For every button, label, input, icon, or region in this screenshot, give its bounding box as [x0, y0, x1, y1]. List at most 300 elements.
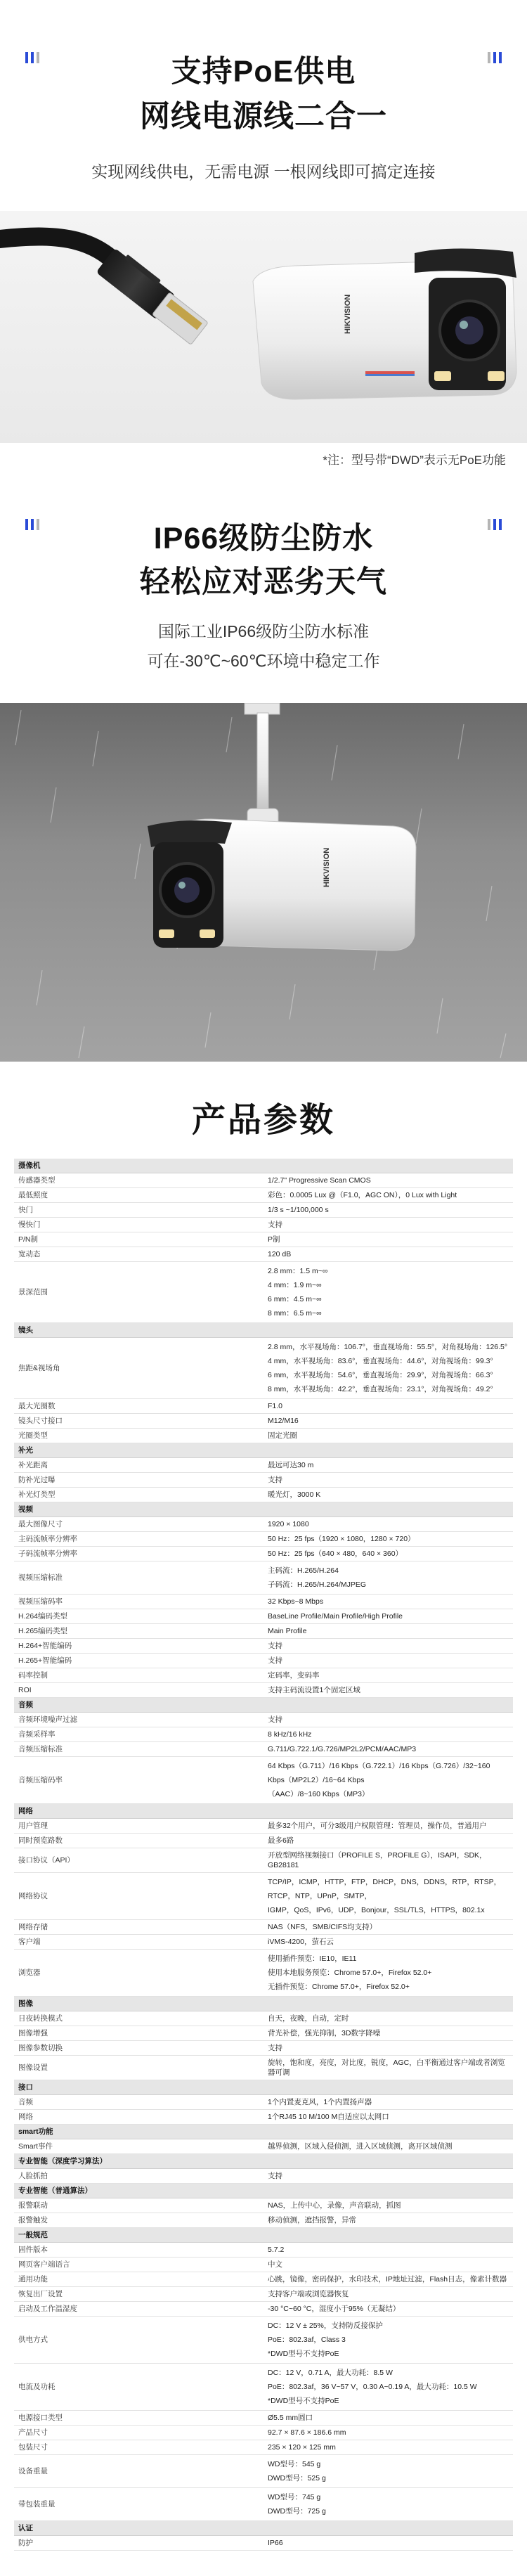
- spec-key: 慢快门: [14, 1218, 264, 1232]
- spec-value-line: 50 Hz：25 fps（640 × 480，640 × 360）: [268, 1550, 403, 1558]
- spec-key: 产品尺寸: [14, 2426, 264, 2440]
- spec-key: 网络存储: [14, 1920, 264, 1935]
- spec-value-line: TCP/IP，ICMP，HTTP，FTP，DHCP，DNS，DDNS，RTP，RTSP，RTCP，NTP，UPnP，SMTP，: [268, 1878, 502, 1900]
- spec-key: 子码流帧率分辨率: [14, 1547, 264, 1561]
- spec-value: [264, 2026, 513, 2041]
- spec-value: [264, 1488, 513, 1502]
- rain-camera-image: [0, 703, 527, 1062]
- spec-key: 传感器类型: [14, 1173, 264, 1188]
- spec-value-line: 1/2.7" Progressive Scan CMOS: [268, 1176, 371, 1185]
- spec-row: [14, 1624, 513, 1639]
- spec-row: [14, 1247, 513, 1262]
- spec-value-line: DC：12 V，0.71 A，最大功耗：8.5 W: [268, 2369, 393, 2377]
- rain-illustration: [0, 703, 527, 1062]
- spec-value-line: *DWD型号不支持PoE: [268, 2350, 339, 2358]
- poe-camera-brand: HIKVISION: [344, 294, 352, 334]
- spec-key: 恢复出厂设置: [14, 2287, 264, 2302]
- spec-value: [264, 1742, 513, 1757]
- spec-row: [14, 2440, 513, 2455]
- spec-row: [14, 2213, 513, 2228]
- ip66-camera-brand: HIKVISION: [323, 847, 331, 887]
- spec-key: 报警触发: [14, 2213, 264, 2228]
- spec-row: [14, 1188, 513, 1203]
- spec-key: 客户端: [14, 1935, 264, 1950]
- spec-value-line: 8 mm，水平视场角：42.2°，垂直视场角：23.1°，对角视场角：49.2°: [268, 1385, 493, 1393]
- spec-row: [14, 1547, 513, 1561]
- spec-key: 启动及工作温湿度: [14, 2302, 264, 2317]
- spec-value: [264, 1517, 513, 1532]
- spec-value: [264, 1414, 513, 1429]
- spec-category-row: [14, 1159, 513, 1173]
- spec-value-line: 无插件预览：Chrome 57.0+，Firefox 52.0+: [268, 1983, 410, 1991]
- spec-value-line: 4 mm，水平视场角：83.6°，垂直视场角：44.6°，对角视场角：99.3°: [268, 1357, 493, 1365]
- spec-key: 主码流帧率分辨率: [14, 1532, 264, 1547]
- poe-title-line1: 支持PoE供电: [171, 55, 356, 89]
- spec-value-line: 使用插件预览：IE10，IE11: [268, 1954, 357, 1963]
- spec-category-row: [14, 1443, 513, 1458]
- spec-category-row: [14, 2521, 513, 2536]
- spec-value-line: M12/M16: [268, 1417, 299, 1425]
- spec-value-line: 最多6路: [268, 1836, 294, 1845]
- spec-value-line: 1/3 s ~1/100,000 s: [268, 1206, 329, 1214]
- specs-heading: 产品参数: [191, 1102, 335, 1139]
- spec-value-line: -30 °C~60 °C，湿度小于95%（无凝结）: [268, 2305, 401, 2313]
- spec-key: 宽动态: [14, 1247, 264, 1262]
- spec-key: 最大光圈数: [14, 1399, 264, 1414]
- spec-value: [264, 1458, 513, 1473]
- spec-value-line: 支持: [268, 1715, 282, 1724]
- spec-value-line: P制: [268, 1235, 280, 1244]
- spec-key: 补光灯类型: [14, 1488, 264, 1502]
- spec-value-line: 64 Kbps（G.711）/16 Kbps（G.722.1）/16 Kbps（G.726）/32~160 Kbps（MP2L2）/16~64 Kbps: [268, 1762, 490, 1784]
- spec-value: [264, 2440, 513, 2455]
- spec-value: [264, 2258, 513, 2272]
- spec-row: [14, 1819, 513, 1834]
- spec-value: [264, 1218, 513, 1232]
- ip66-section: [0, 485, 527, 1062]
- spec-row: [14, 2411, 513, 2426]
- spec-category-row: [14, 1502, 513, 1517]
- spec-value: [264, 1173, 513, 1188]
- spec-value-line: IP66: [268, 2539, 283, 2547]
- spec-value-line: 开放型网络视频接口（PROFILE S，PROFILE G），ISAPI，SDK，GB28181: [268, 1851, 487, 1869]
- spec-key: H.264编码类型: [14, 1609, 264, 1624]
- spec-key: 补光距离: [14, 1458, 264, 1473]
- spec-row: [14, 1517, 513, 1532]
- spec-row: [14, 1848, 513, 1873]
- spec-value-line: 使用本地服务预览：Chrome 57.0+，Firefox 52.0+: [268, 1969, 432, 1977]
- spec-row: [14, 1609, 513, 1624]
- spec-row: [14, 1920, 513, 1935]
- spec-value: [264, 1713, 513, 1727]
- spec-value: [264, 2213, 513, 2228]
- spec-row: [14, 1683, 513, 1698]
- ip66-title-line2: 轻松应对恶劣天气: [140, 565, 387, 599]
- spec-key: 视频压缩标准: [14, 1561, 264, 1595]
- spec-row: [14, 2426, 513, 2440]
- spec-value: [264, 1203, 513, 1218]
- spec-table-body: [14, 1159, 513, 2551]
- spec-key: 报警联动: [14, 2198, 264, 2213]
- spec-value: [264, 1399, 513, 1414]
- spec-key: 码率控制: [14, 1668, 264, 1683]
- spec-value-line: 背光补偿，强光抑制，3D数字降噪: [268, 2029, 381, 2037]
- spec-key: 电源接口类型: [14, 2411, 264, 2426]
- spec-value: [264, 1262, 513, 1323]
- spec-row: [14, 1713, 513, 1727]
- spec-row: [14, 1399, 513, 1414]
- spec-value: [264, 1935, 513, 1950]
- spec-value: [264, 1668, 513, 1683]
- specs-section: [0, 1062, 527, 2576]
- spec-row: [14, 2198, 513, 2213]
- spec-key: 用户管理: [14, 1819, 264, 1834]
- spec-key: 接口协议（API）: [14, 1848, 264, 1873]
- spec-value: [264, 1561, 513, 1595]
- spec-value: [264, 1727, 513, 1742]
- spec-row: [14, 1742, 513, 1757]
- spec-value-line: Ø5.5 mm圆口: [268, 2414, 313, 2422]
- spec-row: [14, 1561, 513, 1595]
- spec-value: [264, 1547, 513, 1561]
- spec-value-line: 暖光灯，3000 K: [268, 1490, 321, 1499]
- spec-value-line: G.711/G.722.1/G.726/MP2L2/PCM/AAC/MP3: [268, 1745, 417, 1753]
- spec-value-line: *DWD型号不支持PoE: [268, 2397, 339, 2405]
- spec-value: [264, 2169, 513, 2184]
- spec-row: [14, 2364, 513, 2411]
- spec-value-line: （AAC）/8~160 Kbps（MP3）: [268, 1790, 370, 1798]
- spec-value-line: DC：12 V ± 25%，支持防反接保护: [268, 2321, 383, 2330]
- spec-value-line: 1个RJ45 10 M/100 M自适应以太网口: [268, 2113, 389, 2121]
- spec-key: 设备重量: [14, 2455, 264, 2488]
- spec-key: 供电方式: [14, 2317, 264, 2364]
- spec-row: [14, 1458, 513, 1473]
- spec-value-line: 移动侦测，遮挡报警，异常: [268, 2216, 356, 2224]
- spec-row: [14, 2041, 513, 2056]
- spec-key: 图像参数切换: [14, 2041, 264, 2056]
- spec-key: 人脸抓拍: [14, 2169, 264, 2184]
- spec-category-title: 专业智能（普通算法）: [14, 2184, 513, 2198]
- spec-category-title: 专业智能（深度学习算法）: [14, 2154, 513, 2169]
- spec-category-title: 认证: [14, 2521, 513, 2536]
- spec-value-line: 2.8 mm：1.5 m~∞: [268, 1267, 328, 1275]
- spec-category-title: 摄像机: [14, 1159, 513, 1173]
- spec-value-line: DWD型号：525 g: [268, 2474, 326, 2482]
- poe-illustration: [0, 211, 527, 443]
- spec-value: [264, 1683, 513, 1698]
- spec-row: [14, 1338, 513, 1399]
- spec-value: [264, 1757, 513, 1804]
- spec-row: [14, 2056, 513, 2080]
- poe-title-line2: 网线电源线二合一: [140, 100, 387, 134]
- spec-value-line: 心跳，镜像，密码保护，水印技术，IP地址过滤，Flash日志，像素计数器: [268, 2275, 507, 2284]
- spec-row: [14, 1473, 513, 1488]
- spec-row: [14, 1639, 513, 1654]
- spec-value-line: IGMP，QoS，IPv6，UDP，Bonjour，SSL/TLS，HTTPS，802.1x: [268, 1906, 485, 1914]
- spec-row: [14, 2258, 513, 2272]
- spec-value: [264, 2488, 513, 2521]
- spec-key: ROI: [14, 1683, 264, 1698]
- spec-category-title: 图像: [14, 1997, 513, 2011]
- spec-key: H.265+智能编码: [14, 1654, 264, 1668]
- spec-value: [264, 2536, 513, 2551]
- spec-category-title: smart功能: [14, 2125, 513, 2139]
- spec-key: 图像设置: [14, 2056, 264, 2080]
- spec-row: [14, 1414, 513, 1429]
- spec-value-line: 支持客户端或浏览器恢复: [268, 2290, 349, 2298]
- spec-row: [14, 2026, 513, 2041]
- spec-value-line: 支持: [268, 2172, 282, 2180]
- spec-value: [264, 2426, 513, 2440]
- spec-row: [14, 2536, 513, 2551]
- spec-value-line: 支持: [268, 2044, 282, 2052]
- spec-value-line: PoE：802.3af，36 V~57 V，0.30 A~0.19 A，最大功耗：10.5 W: [268, 2383, 477, 2391]
- spec-value: [264, 1532, 513, 1547]
- spec-key: 网络: [14, 2110, 264, 2125]
- spec-value: [264, 2364, 513, 2411]
- spec-row: [14, 1935, 513, 1950]
- spec-key: 音频压缩标准: [14, 1742, 264, 1757]
- spec-value-line: 6 mm：4.5 m~∞: [268, 1295, 322, 1303]
- spec-row: [14, 1232, 513, 1247]
- spec-table: [14, 1159, 513, 2551]
- spec-key: 防护: [14, 2536, 264, 2551]
- spec-key: 包装尺寸: [14, 2440, 264, 2455]
- ip66-title-line1: IP66级防尘防水: [153, 522, 374, 555]
- spec-value-line: 120 dB: [268, 1250, 292, 1258]
- spec-value-line: 1920 × 1080: [268, 1520, 309, 1528]
- spec-value: [264, 1624, 513, 1639]
- spec-value-line: 5.7.2: [268, 2246, 285, 2254]
- spec-row: [14, 2139, 513, 2154]
- spec-row: [14, 2287, 513, 2302]
- spec-row: [14, 1173, 513, 1188]
- spec-value-line: 1个内置麦克风，1个内置扬声器: [268, 2098, 372, 2106]
- spec-value-line: DWD型号：725 g: [268, 2507, 326, 2516]
- spec-row: [14, 1532, 513, 1547]
- spec-value-line: 支持主码流设置1个固定区域: [268, 1686, 360, 1694]
- spec-category-row: [14, 2154, 513, 2169]
- spec-category-row: [14, 2125, 513, 2139]
- spec-row: [14, 2011, 513, 2026]
- spec-category-title: 一般规范: [14, 2228, 513, 2243]
- spec-value-line: 92.7 × 87.6 × 186.6 mm: [268, 2428, 346, 2437]
- spec-category-row: [14, 1323, 513, 1338]
- spec-row: [14, 2095, 513, 2110]
- spec-value: [264, 2056, 513, 2080]
- spec-category-title: 补光: [14, 1443, 513, 1458]
- spec-category-row: [14, 2228, 513, 2243]
- spec-category-title: 视频: [14, 1502, 513, 1517]
- spec-value: [264, 1247, 513, 1262]
- spec-value-line: WD型号：545 g: [268, 2460, 321, 2468]
- spec-value: [264, 1188, 513, 1203]
- spec-value-line: 32 Kbps~8 Mbps: [268, 1597, 324, 1606]
- spec-row: [14, 1727, 513, 1742]
- rj45-plug: [96, 246, 211, 346]
- spec-value: [264, 1609, 513, 1624]
- spec-key: 日夜转换模式: [14, 2011, 264, 2026]
- spec-row: [14, 1595, 513, 1609]
- ip66-sub-line2: 可在-30℃~60℃环境中稳定工作: [147, 652, 380, 670]
- spec-row: [14, 2110, 513, 2125]
- poe-product-image: [0, 211, 527, 443]
- spec-key: 带包装重量: [14, 2488, 264, 2521]
- spec-value: [264, 1595, 513, 1609]
- spec-value-line: 固定光圈: [268, 1431, 297, 1440]
- spec-key: 快门: [14, 1203, 264, 1218]
- spec-row: [14, 2169, 513, 2184]
- spec-row: [14, 1262, 513, 1323]
- spec-key: 镜头尺寸接口: [14, 1414, 264, 1429]
- spec-value: [264, 2272, 513, 2287]
- spec-value-line: 8 mm：6.5 m~∞: [268, 1309, 322, 1318]
- spec-value-line: 支持: [268, 1221, 282, 1229]
- spec-value-line: 中文: [268, 2260, 282, 2269]
- spec-category-title: 网络: [14, 1804, 513, 1819]
- spec-value-line: 235 × 120 × 125 mm: [268, 2443, 336, 2452]
- spec-row: [14, 1488, 513, 1502]
- spec-value-line: BaseLine Profile/Main Profile/High Profile: [268, 1612, 403, 1621]
- spec-key: 网络协议: [14, 1873, 264, 1920]
- spec-category-row: [14, 2184, 513, 2198]
- spec-key: 光圈类型: [14, 1429, 264, 1443]
- spec-key: 固件版本: [14, 2243, 264, 2258]
- spec-value-line: 支持: [268, 1476, 282, 1484]
- spec-value: [264, 2095, 513, 2110]
- spec-value-line: 定码率，变码率: [268, 1671, 320, 1680]
- spec-category-title: 音频: [14, 1698, 513, 1713]
- spec-row: [14, 1834, 513, 1848]
- spec-key: 焦距&视场角: [14, 1338, 264, 1399]
- spec-value-line: PoE：802.3af，Class 3: [268, 2336, 346, 2344]
- spec-key: 视频压缩码率: [14, 1595, 264, 1609]
- spec-key: P/N制: [14, 1232, 264, 1247]
- spec-value: [264, 2110, 513, 2125]
- spec-key: H.264+智能编码: [14, 1639, 264, 1654]
- spec-value: [264, 2455, 513, 2488]
- spec-value: [264, 1429, 513, 1443]
- poe-section: [0, 0, 527, 485]
- spec-category-row: [14, 2080, 513, 2095]
- spec-key: 图像增强: [14, 2026, 264, 2041]
- spec-value-line: 自天，夜晚，自动，定时: [268, 2014, 349, 2023]
- spec-value: [264, 1232, 513, 1247]
- spec-key: 通用功能: [14, 2272, 264, 2287]
- ip66-sub-line1: 国际工业IP66级防尘防水标准: [157, 622, 370, 640]
- spec-key: 音频环境噪声过滤: [14, 1713, 264, 1727]
- spec-value-line: 50 Hz：25 fps（1920 × 1080，1280 × 720）: [268, 1535, 415, 1543]
- spec-value-line: 旋转，饱和度，亮度，对比度，锐度，AGC，白平衡通过客户端或者浏览器可调: [268, 2059, 505, 2077]
- spec-value-line: F1.0: [268, 1402, 283, 1410]
- spec-value-line: 越界侦测，区域入侵侦测，进入区域侦测，离开区域侦测: [268, 2142, 453, 2151]
- spec-value-line: 2.8 mm，水平视场角：106.7°，垂直视场角：55.5°，对角视场角：126.5°: [268, 1343, 508, 1351]
- spec-row: [14, 2488, 513, 2521]
- spec-value: [264, 1848, 513, 1873]
- spec-key: 最低照度: [14, 1188, 264, 1203]
- spec-key: 音频压缩码率: [14, 1757, 264, 1804]
- spec-value-line: NAS（NFS，SMB/CIFS均支持）: [268, 1923, 377, 1931]
- spec-row: [14, 2243, 513, 2258]
- spec-value-line: Main Profile: [268, 1627, 307, 1635]
- spec-category-title: 接口: [14, 2080, 513, 2095]
- spec-key: 电流及功耗: [14, 2364, 264, 2411]
- spec-value: [264, 2041, 513, 2056]
- spec-value: [264, 1834, 513, 1848]
- spec-key: H.265编码类型: [14, 1624, 264, 1639]
- spec-key: 音频采样率: [14, 1727, 264, 1742]
- spec-value-line: WD型号：745 g: [268, 2493, 321, 2501]
- spec-value: [264, 1338, 513, 1399]
- spec-value: [264, 2139, 513, 2154]
- spec-value: [264, 1654, 513, 1668]
- spec-key: Smart事件: [14, 2139, 264, 2154]
- spec-value: [264, 1639, 513, 1654]
- spec-value-line: 支持: [268, 1642, 282, 1650]
- spec-value-line: NAS，上传中心，录像，声音联动，抓图: [268, 2201, 401, 2210]
- spec-key: 防补光过曝: [14, 1473, 264, 1488]
- spec-value-line: 最多32个用户，可分3级用户权限管理：管理员，操作员，普通用户: [268, 1822, 487, 1830]
- ip66-camera: [148, 819, 416, 951]
- spec-value-line: iVMS-4200，萤石云: [268, 1938, 334, 1946]
- spec-value: [264, 2411, 513, 2426]
- spec-row: [14, 1654, 513, 1668]
- spec-value-line: 6 mm，水平视场角：54.6°，垂直视场角：29.9°，对角视场角：66.3°: [268, 1371, 493, 1379]
- spec-value-line: 4 mm：1.9 m~∞: [268, 1281, 322, 1289]
- spec-row: [14, 2272, 513, 2287]
- spec-category-row: [14, 1804, 513, 1819]
- spec-category-title: 镜头: [14, 1323, 513, 1338]
- poe-note: *注：型号带“DWD”表示无PoE功能: [323, 453, 506, 467]
- spec-value: [264, 2243, 513, 2258]
- spec-key: 景深范围: [14, 1262, 264, 1323]
- spec-key: 浏览器: [14, 1950, 264, 1997]
- spec-row: [14, 2317, 513, 2364]
- spec-value: [264, 1819, 513, 1834]
- spec-value-line: 最远可达30 m: [268, 1461, 314, 1469]
- spec-row: [14, 1950, 513, 1997]
- spec-row: [14, 1429, 513, 1443]
- spec-value: [264, 2317, 513, 2364]
- spec-key: 网页客户端语言: [14, 2258, 264, 2272]
- spec-value: [264, 1873, 513, 1920]
- spec-value: [264, 2011, 513, 2026]
- spec-value-line: 彩色：0.0005 Lux @（F1.0，AGC ON），0 Lux with Light: [268, 1191, 457, 1199]
- spec-value: [264, 2198, 513, 2213]
- spec-category-row: [14, 1997, 513, 2011]
- spec-row: [14, 1873, 513, 1920]
- spec-value-line: 子码流：H.265/H.264/MJPEG: [268, 1580, 367, 1589]
- spec-row: [14, 1218, 513, 1232]
- spec-key: 同时预览路数: [14, 1834, 264, 1848]
- spec-value: [264, 1920, 513, 1935]
- spec-value-line: 8 kHz/16 kHz: [268, 1730, 312, 1739]
- spec-value-line: 支持: [268, 1656, 282, 1665]
- spec-value: [264, 1950, 513, 1997]
- spec-row: [14, 2455, 513, 2488]
- spec-row: [14, 2302, 513, 2317]
- poe-subtitle: 实现网线供电，无需电源 一根网线即可搞定连接: [91, 162, 436, 181]
- spec-row: [14, 1757, 513, 1804]
- spec-value: [264, 1473, 513, 1488]
- spec-value-line: 主码流：H.265/H.264: [268, 1566, 339, 1575]
- spec-key: 最大图像尺寸: [14, 1517, 264, 1532]
- spec-value: [264, 2302, 513, 2317]
- spec-category-row: [14, 1698, 513, 1713]
- spec-row: [14, 1668, 513, 1683]
- spec-key: 音频: [14, 2095, 264, 2110]
- spec-value: [264, 2287, 513, 2302]
